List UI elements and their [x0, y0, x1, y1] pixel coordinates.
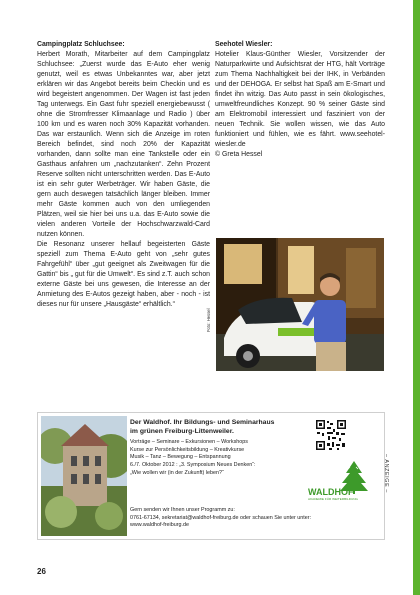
ad-website-link[interactable]: www.waldhof-freiburg.de: [130, 522, 190, 529]
campingplatz-paragraph-2: Die Resonanz unserer hellauf begeisterten Gäste speziell zum Thema E-Auto geht von „sehr gutes Fahrgefühl“ über „gut geeignet als Zweitwagen für die Gattin“ bis „ gut für die Umwelt“. Es sind z.T. auch schon externe Gäste bei uns gewesen, die Interesse an der Anmietung des E-Autos gezeigt haben, aber - noch - ist dieses nur für unsere „Hausgäste“ erhältlich.“: [37, 241, 210, 308]
page-number: 26: [37, 567, 46, 576]
ad-program-line: Musik – Tanz – Bewegung – Entspannung: [130, 454, 231, 461]
left-column: [37, 40, 210, 310]
waldhof-building-photo: [41, 416, 127, 536]
campingplatz-paragraph-1: Herbert Morath, Mitarbeiter auf dem Campingplatz Schluchsee: „Zuerst wurde das E-Auto eher wenig genutzt, weil es etwas Unbekanntes war, aber jetzt erklären wir das Angebot bereits beim Checkin und es wird begeistert angenommen. Der Wagen ist fast jeden Tag unterwegs. Ein Gast fuhr speziell energiebewusst ( ohne die Stromfresser Klimaanlage und Radio ) über 100 km und es waren noch 30% Kapazität vorhanden. Das war erstaunlich. Wenn sich die Anzeige im roten Bereich befindet, sind noch 20% der Kapazität vorhanden, dann sollte man eine Tankstelle oder ein Gasthaus anfahren um „nachzutanken“. Zehn Prozent Reserve sollten nicht unterschritten werden. Das E-Auto ist ein sehr guter Werbeträger. Wir haben Gäste, die gern auch deswegen tatsächlich länger bleiben. Immer mehr Gäste kommen auch von den umliegenden Plätzen, weil sie hier bei uns u.a. das E-Auto sowie die vielen anderen Vorteile der Hochschwarzwald-Card nutzen können.: [37, 51, 210, 238]
building-illustration: [41, 416, 127, 536]
page-edge-accent-bar: [413, 0, 420, 595]
seehotel-paragraph: Hotelier Klaus-Günther Wiesler, Vorsitzender der Naturparkwirte und Aufsichtsrat der HTG, hält Vorträge zum Thema Nachhaltigkeit bei der IHK, in Verbänden und der DEHOGA. Er selbst hat Spaß am E-Smart und findet ihn witzig. Das Auto passt in sein ökologisches, umweltfreundliches Konzept. 90 % seiner Gäste sind am Elektromobil interessiert und fasziniert von der neuen Technik. Sie wollen wissen, wie das Auto funktioniert und fühlen, wie es fährt. www.seehotel-wiesler.de: [215, 51, 385, 148]
photo-credit-vertical: Foto: Hessel: [206, 308, 211, 332]
anzeige-side-label: – ANZEIGE –: [383, 454, 389, 493]
waldhof-logo: [306, 459, 378, 501]
ad-contact-intro: Gern senden wir Ihnen unser Programm zu:: [130, 507, 235, 513]
ad-contact-email[interactable]: 0761-67134, sekretariat@waldhof-freiburg.de oder schauen Sie unter unter:: [130, 514, 312, 521]
ad-title-line-1: Der Waldhof. Ihr Bildungs- und Seminarhaus: [130, 419, 275, 426]
hotelier-with-e-car-photo: [216, 238, 384, 371]
ad-program-line: Kurse zur Persönlichkeitsbildung – Kreativkurse: [130, 446, 245, 453]
ad-program-line: Vorträge – Seminare – Exkursionen – Workshops: [130, 439, 248, 446]
ad-program-line: „Wie wollen wir (in der Zukunft) leben?“: [130, 469, 224, 476]
ad-title-line-2: im grünen Freiburg-Littenweiler.: [130, 427, 234, 435]
right-column: [215, 40, 385, 160]
ad-program-line: 6./7. Oktober 2012 : „3. Symposium Neues Denken“:: [130, 461, 256, 468]
campingplatz-heading: Campingplatz Schluchsee:: [37, 41, 125, 48]
hotelier-photo-illustration: [216, 238, 384, 371]
seehotel-heading: Seehotel Wiesler:: [215, 41, 273, 48]
waldhof-advertisement: [37, 412, 385, 540]
logo-subtitle: AKADEMIE FÜR WEITERBILDUNG: [308, 497, 358, 501]
photo-copyright: © Greta Hessel: [215, 151, 263, 158]
qr-code-icon[interactable]: [315, 419, 347, 451]
logo-wordmark: WALDHOF: [308, 487, 354, 497]
ad-contact-block: [130, 507, 380, 530]
